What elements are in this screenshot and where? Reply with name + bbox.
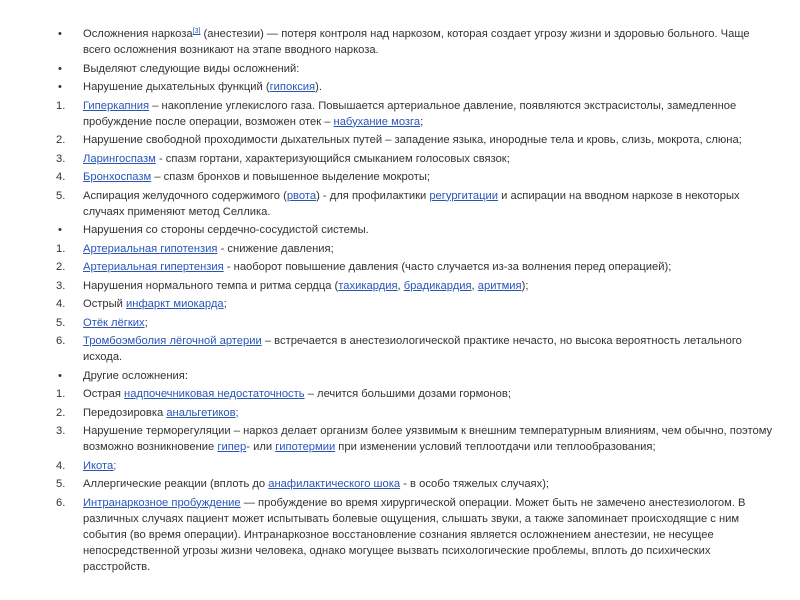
item-text [83, 296, 773, 312]
term-link[interactable]: Отёк лёгких [83, 316, 145, 329]
bullet-marker: • [58, 62, 62, 75]
term-link[interactable]: инфаркт миокарда [126, 298, 224, 310]
term-link[interactable]: Бронхоспазм [83, 171, 152, 183]
list-item [0, 169, 800, 185]
document-list [0, 26, 800, 577]
item-text [83, 368, 773, 384]
list-item [0, 333, 800, 365]
number-marker: 2. [56, 134, 66, 146]
bullet-marker: • [58, 28, 62, 40]
text-run: ; [144, 316, 148, 329]
list-item [0, 26, 800, 58]
item-text [83, 476, 773, 492]
text-run: Аллергические реакции (вплоть до [83, 478, 269, 490]
term-link[interactable]: Икота; [83, 459, 117, 472]
text-run: Нарушение дыхательных функций ( [83, 81, 270, 93]
text-run: при изменении условий теплоотдачи или теплообразования; [335, 441, 656, 453]
bullet-marker: • [58, 369, 62, 382]
text-run: - снижение давления; [217, 242, 334, 255]
list-item [0, 386, 800, 402]
bullet-marker: • [58, 224, 62, 236]
list-item [0, 296, 800, 312]
list-item [0, 476, 800, 492]
text-run: Другие осложнения: [83, 369, 188, 382]
list-item [0, 368, 800, 384]
item-text [83, 241, 773, 257]
number-marker: 3. [56, 152, 66, 165]
item-text [83, 151, 773, 167]
term-link[interactable]: гипотермии [275, 441, 336, 453]
list-item [0, 188, 800, 220]
list-item [0, 259, 800, 275]
text-run: Нарушение свободной проходимости дыхательных путей – западение языка, инородные тела и кровь, слизь, мокрота, слюна; [83, 134, 742, 146]
term-link[interactable]: Гиперкапния [83, 99, 150, 112]
footnote-link[interactable]: [3] [192, 28, 201, 35]
list-item [0, 222, 800, 238]
text-run: - наоборот повышение давления (часто случается из-за волнения перед операцией); [223, 261, 672, 273]
list-item [0, 278, 800, 294]
number-marker: 6. [56, 496, 66, 509]
text-run: , [397, 279, 404, 292]
number-marker: 5. [56, 478, 66, 490]
item-text [83, 169, 773, 185]
text-run: – накопление углекислого газа. Повышается артериальное давление, появляются экстрасистолы, замедленное пробуждение после операции, возможен отек – [83, 99, 737, 128]
text-run: Аспирация желудочного содержимого ( [83, 189, 287, 202]
item-text [83, 132, 773, 148]
text-run: – лечится большими дозами гормонов; [304, 388, 511, 400]
list-item [0, 405, 800, 421]
item-text [83, 79, 773, 95]
text-run: — пробуждение во время хирургической операции. Может быть не замечено анестезиологом. В различных случаях пациент может испытывать болевые ощущения, слышать звуки, а также запоминает происходящие с ним события (во время операции). Интранаркозное восстановление сознания является осложнением анестезии, не несущее непосредственной угрозы жизни человека, однако могущее вызвать психологические проблемы, вплоть до психических расстройств. [83, 496, 746, 573]
item-text [83, 222, 773, 238]
list-item [0, 423, 800, 455]
term-link[interactable]: регургитации [429, 189, 498, 202]
text-run: ); [521, 279, 529, 292]
list-item [0, 241, 800, 257]
item-text [83, 315, 773, 331]
list-item [0, 151, 800, 167]
text-run: ; [223, 298, 227, 310]
item-text [83, 458, 773, 474]
term-link[interactable]: брадикардия [403, 279, 472, 292]
text-run: Нарушение терморегуляции – наркоз делает организм более уязвимым к внешним температурным влияниям, чем обычно, поэтому возможно возникновение [83, 425, 773, 453]
number-marker: 3. [56, 279, 66, 292]
text-run: ) - для профилактики [316, 189, 430, 202]
text-run: Осложнения наркоза [83, 28, 193, 40]
text-run: - в особо тяжелых случаях); [400, 478, 550, 490]
number-marker: 4. [56, 171, 66, 183]
text-run: ; [420, 115, 424, 128]
text-run: Нарушения со стороны сердечно-сосудистой системы. [83, 224, 369, 236]
term-link[interactable]: рвота [286, 189, 317, 202]
text-run: Острый [83, 298, 127, 310]
text-run: (анестезии) — потеря контроля над наркозом, которая создает угрозу жизни и здоровью больного. Чаще всего осложнения возникают на этапе вводного наркоза. [83, 28, 750, 56]
text-run: Передозировка [83, 406, 167, 419]
number-marker: 5. [56, 316, 66, 329]
term-link[interactable]: Ларингоспазм [83, 152, 156, 165]
text-run: Нарушения нормального темпа и ритма сердца ( [83, 279, 339, 292]
number-marker: 1. [56, 388, 66, 400]
list-item [0, 315, 800, 331]
list-item [0, 132, 800, 148]
number-marker: 4. [56, 459, 66, 472]
term-link[interactable]: тахикардия [338, 279, 398, 292]
list-item [0, 458, 800, 474]
item-text [83, 61, 773, 77]
item-text [83, 386, 773, 402]
item-text [83, 495, 773, 575]
number-marker: 3. [56, 425, 66, 437]
term-link[interactable]: Интранаркозное пробуждение [83, 496, 241, 509]
term-link[interactable]: гипер [217, 441, 247, 453]
number-marker: 5. [56, 189, 66, 202]
term-link[interactable]: набухание мозга [333, 115, 421, 128]
term-link[interactable]: гипоксия [269, 81, 316, 93]
text-run: Выделяют следующие виды осложнений: [83, 62, 300, 75]
item-text [83, 405, 773, 421]
text-run: и аспирации на вводном наркозе в некоторых случаях применяют метод Селлика. [83, 189, 740, 218]
term-link[interactable]: анальгетиков; [166, 406, 239, 419]
item-text [83, 26, 773, 58]
item-text [83, 423, 773, 455]
term-link[interactable]: Артериальная гипертензия [83, 261, 224, 273]
list-item [0, 61, 800, 77]
text-run: - спазм гортани, характеризующийся смыканием голосовых связок; [155, 152, 510, 165]
item-text [83, 333, 773, 365]
number-marker: 1. [56, 242, 66, 255]
number-marker: 1. [56, 99, 66, 112]
item-text [83, 188, 773, 220]
list-item [0, 98, 800, 130]
term-link[interactable]: Артериальная гипотензия [83, 242, 218, 255]
text-run: , [471, 279, 478, 292]
text-run: – встречается в анестезиологической практике нечасто, но высока вероятность летального исхода. [83, 335, 742, 363]
number-marker: 2. [56, 406, 66, 419]
bullet-marker: • [58, 81, 62, 93]
number-marker: 6. [56, 335, 66, 347]
term-link[interactable]: анафилактического шока [268, 478, 401, 490]
number-marker: 4. [56, 298, 66, 310]
item-text [83, 98, 773, 130]
item-text [83, 278, 773, 294]
term-link[interactable]: Тромбоэмболия лёгочной артерии [83, 335, 262, 347]
term-link[interactable]: надпочечниковая недостаточность [124, 388, 305, 400]
list-item [0, 79, 800, 95]
number-marker: 2. [56, 261, 66, 273]
item-text [83, 259, 773, 275]
text-run: ). [315, 81, 322, 93]
term-link[interactable]: аритмия [477, 279, 522, 292]
text-run: Острая [83, 388, 125, 400]
text-run: – спазм бронхов и повышенное выделение мокроты; [151, 171, 430, 183]
list-item [0, 495, 800, 575]
text-run: - или [246, 441, 276, 453]
